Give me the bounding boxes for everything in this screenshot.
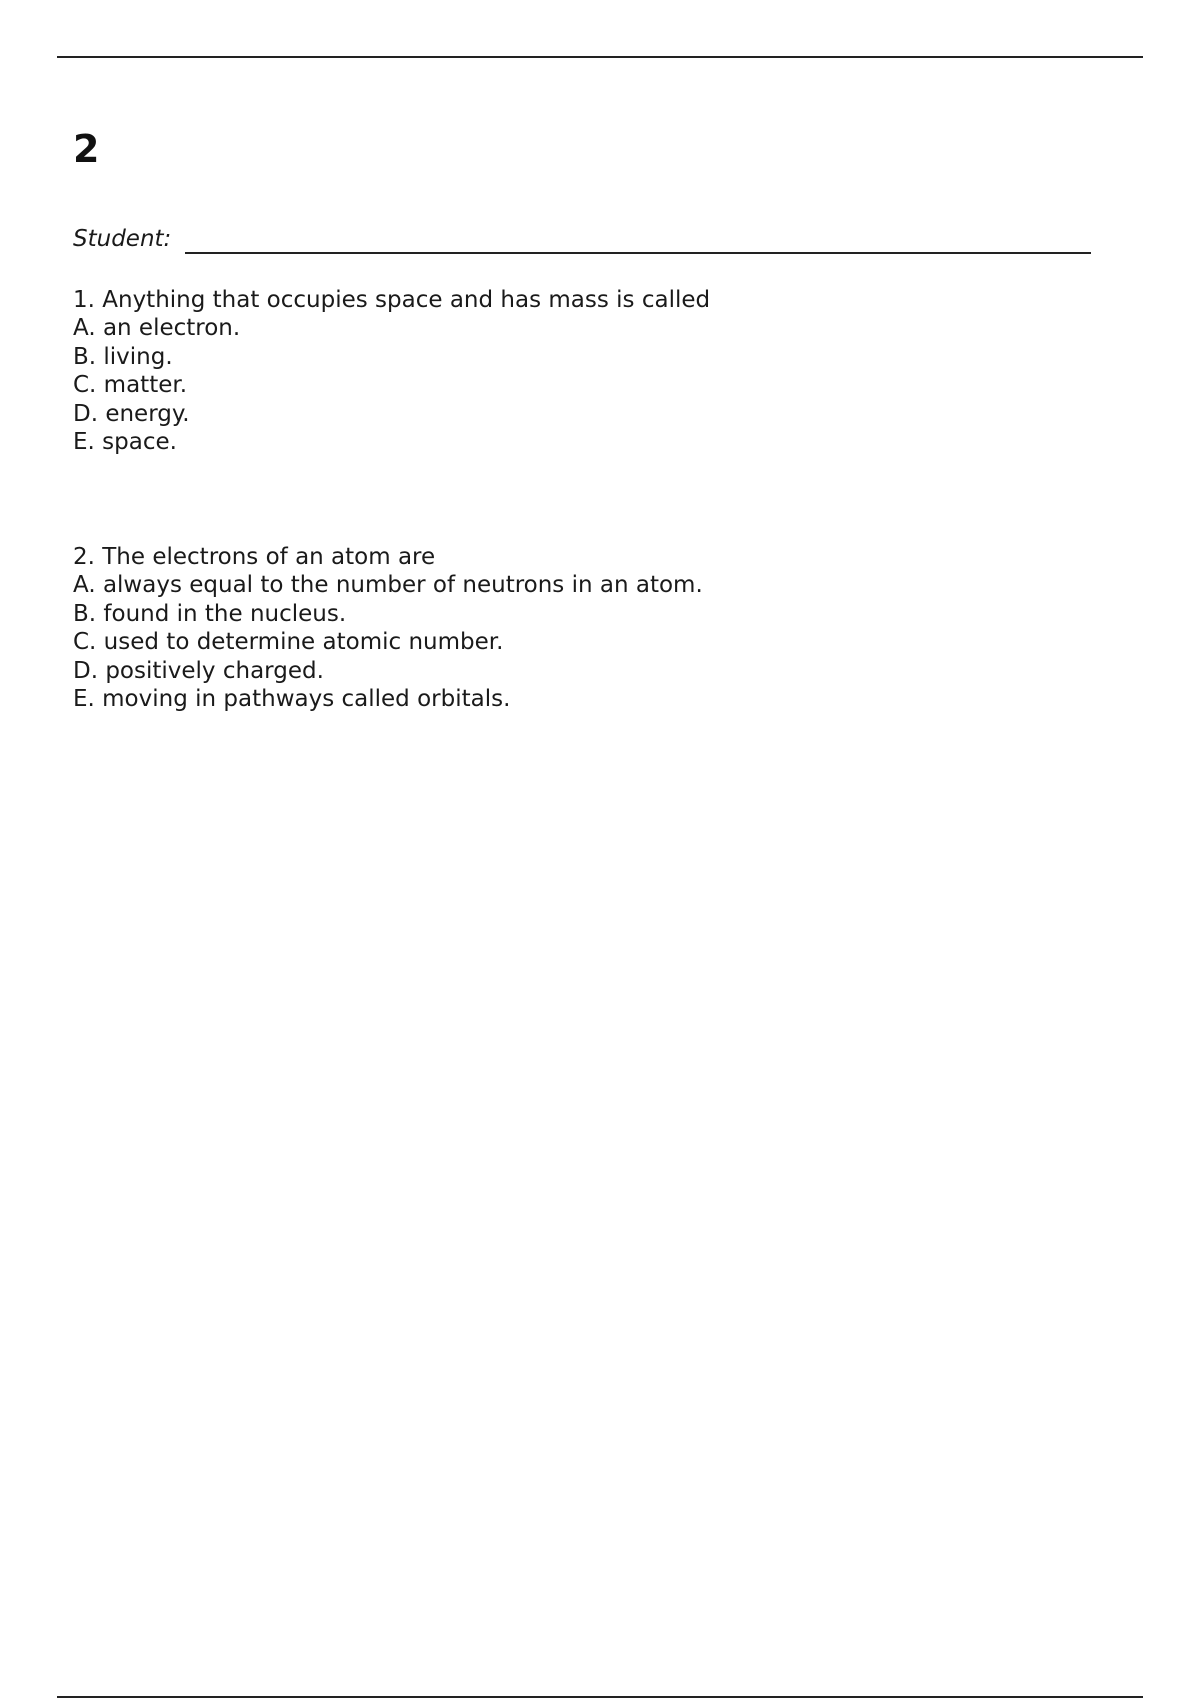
answer-option-e: E. space. bbox=[73, 429, 177, 456]
answer-option-c: C. used to determine atomic number. bbox=[73, 629, 504, 656]
answer-option-b: B. living. bbox=[73, 343, 173, 370]
answer-option-a: A. an electron. bbox=[73, 315, 241, 342]
answer-option-a: A. always equal to the number of neutrons in an atom. bbox=[73, 572, 703, 599]
top-rule bbox=[57, 56, 1143, 58]
question-stem: 2. The electrons of an atom are bbox=[73, 544, 436, 570]
question-stem: 1. Anything that occupies space and has mass is called bbox=[73, 287, 711, 313]
answer-option-d: D. positively charged. bbox=[73, 657, 324, 684]
student-name-blank bbox=[185, 252, 1091, 254]
answer-option-e: E. moving in pathways called orbitals. bbox=[73, 686, 511, 713]
question-1 bbox=[73, 286, 710, 456]
page-number: 2 bbox=[73, 127, 100, 171]
bottom-rule bbox=[57, 1696, 1143, 1698]
student-label: Student: bbox=[73, 226, 172, 252]
answer-option-b: B. found in the nucleus. bbox=[73, 600, 347, 627]
student-name-row bbox=[73, 224, 1091, 256]
answer-option-d: D. energy. bbox=[73, 400, 190, 427]
answer-option-c: C. matter. bbox=[73, 372, 188, 399]
question-2 bbox=[73, 543, 703, 713]
